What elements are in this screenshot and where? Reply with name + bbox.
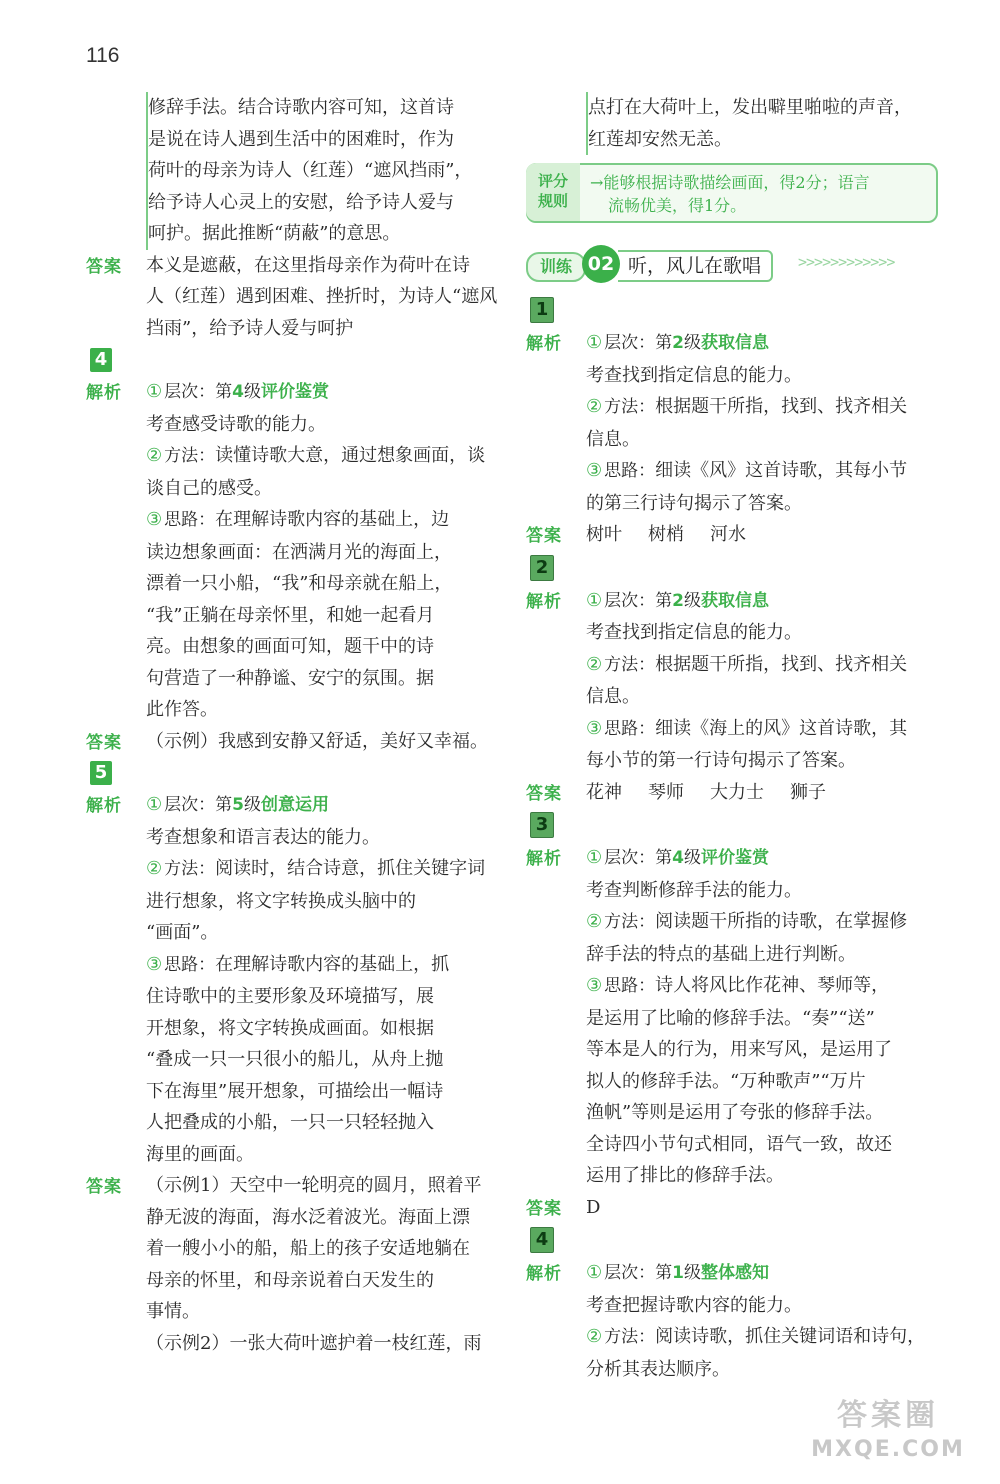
question-number: 2	[530, 555, 554, 581]
scoring-rules-box	[526, 163, 938, 223]
analysis-block	[86, 789, 498, 1170]
analysis-tag: 解析	[526, 849, 562, 869]
text-line: 此作答。	[146, 699, 218, 720]
text-line: 每小节的第一行诗句揭示了答案。	[586, 750, 856, 771]
text-line: 等本是人的行为，用来写风，是运用了	[586, 1039, 892, 1060]
text-line: 人（红莲）遇到困难、挫折时，为诗人“遮风	[146, 286, 498, 307]
answer-tag: 答案	[526, 526, 562, 546]
text-line: 给予诗人心灵上的安慰，给予诗人爱与	[148, 191, 454, 213]
watermark-text: 答案圈	[837, 1398, 939, 1433]
answer-block	[86, 726, 498, 758]
watermark-logo	[808, 1396, 968, 1476]
training-header	[526, 245, 938, 285]
answer-item: 树叶	[586, 524, 622, 545]
analysis-tag: 解析	[86, 796, 122, 816]
answer-block	[86, 250, 498, 345]
method-line: ② 方法：读懂诗歌大意，通过想象画面，谈	[146, 445, 486, 466]
answer-item: 狮子	[790, 781, 826, 803]
text-line: 考查找到指定信息的能力。	[586, 364, 802, 386]
text-line: 信息。	[586, 686, 640, 707]
text-line: （示例2）一张大荷叶遮护着一枝红莲，雨	[146, 1332, 482, 1354]
text-line: （示例1）天空中一轮明亮的圆月，照着平	[146, 1175, 482, 1196]
answer-tag: 答案	[86, 732, 122, 753]
method-line: ② 方法：根据题干所指，找到、找齐相关	[586, 396, 908, 417]
text-line: 漂着一只小船，“我”和母亲就在船上，	[146, 573, 453, 594]
watermark-url: MXQE.COM	[811, 1437, 965, 1462]
analysis-block	[526, 327, 938, 519]
analysis-tag: 解析	[526, 591, 562, 612]
text-line: 的第三行诗句揭示了答案。	[586, 492, 802, 514]
method-line: ② 方法：阅读诗歌，抓住关键词语和诗句，	[586, 1326, 926, 1347]
question-number: 4	[90, 348, 112, 372]
text-line: 事情。	[146, 1301, 200, 1322]
method-line: ② 方法：阅读时，结合诗意，抓住关键字词	[146, 858, 486, 879]
level-line: ① 层次：第2级获取信息	[586, 589, 769, 611]
idea-line: ③ 思路：细读《风》这首诗歌，其每小节	[586, 460, 908, 481]
text-line: 本义是遮蔽，在这里指母亲作为荷叶在诗	[146, 254, 470, 276]
answer-text: （示例）我感到安静又舒适，美好又幸福。	[146, 730, 488, 752]
method-line: ② 方法：根据题干所指，找到、找齐相关	[586, 653, 908, 675]
text-line: 辞手法的特点的基础上进行判断。	[586, 943, 856, 965]
text-line: 信息。	[586, 428, 640, 450]
text-line: 运用了排比的修辞手法。	[586, 1165, 784, 1186]
text-line: 下在海里”展开想象，可描绘出一幅诗	[146, 1080, 444, 1102]
idea-line: ③ 思路：诗人将风比作花神、琴师等，	[586, 975, 890, 996]
answer-block	[526, 519, 938, 551]
text-line: 读边想象画面：在洒满月光的海面上，	[146, 541, 452, 563]
text-line: 谈自己的感受。	[146, 477, 272, 499]
answer-item: 树梢	[648, 524, 684, 545]
training-label: 训练	[526, 252, 586, 282]
text-line: 人把叠成的小船，一只一只轻轻抛入	[146, 1112, 434, 1133]
level-line: ① 层次：第2级获取信息	[586, 332, 769, 353]
answer-item: 花神	[586, 781, 622, 803]
analysis-tag: 解析	[526, 334, 562, 354]
level-line: ① 层次：第5级创意运用	[146, 794, 329, 815]
text-line: 母亲的怀里，和母亲说着白天发生的	[146, 1269, 434, 1291]
answer-tag: 答案	[526, 1198, 562, 1219]
answer-item: 琴师	[648, 781, 684, 803]
continued-analysis	[146, 92, 498, 250]
question-number: 5	[90, 761, 112, 785]
text-line: 荷叶的母亲为诗人（红莲）“遮风挡雨”，	[148, 160, 473, 181]
text-line: 静无波的海面，海水泛着波光。海面上漂	[146, 1206, 470, 1228]
text-line: 分析其表达顺序。	[586, 1358, 730, 1380]
answer-item: 大力士	[710, 781, 764, 803]
answer-block	[526, 1192, 938, 1224]
text-line: 考查找到指定信息的能力。	[586, 622, 802, 643]
idea-line: ③ 思路：细读《海上的风》这首诗歌，其	[586, 717, 908, 739]
continued-answer	[586, 92, 938, 155]
left-column	[86, 92, 498, 1359]
analysis-block	[86, 376, 498, 726]
text-line: “我”正躺在母亲怀里，和她一起看月	[146, 604, 435, 626]
text-line: 全诗四小节句式相同，语气一致，故还	[586, 1133, 892, 1155]
analysis-tag: 解析	[526, 1264, 562, 1284]
text-line: 修辞手法。结合诗歌内容可知，这首诗	[148, 97, 454, 118]
text-line: 点打在大荷叶上，发出噼里啪啦的声音，	[588, 97, 912, 118]
page-number: 116	[86, 44, 120, 67]
answer-block	[526, 777, 938, 809]
text-line: 考查把握诗歌内容的能力。	[586, 1294, 802, 1316]
right-column	[526, 92, 938, 1385]
text-line: 考查感受诗歌的能力。	[146, 413, 326, 435]
arrows-decoration: >>>>>>>>>>>>	[798, 253, 895, 271]
text-line: 呵护。据此推断“荫蔽”的意思。	[148, 223, 401, 244]
text-line: 是运用了比喻的修辞手法。“奏”“送”	[586, 1007, 875, 1029]
method-line: ② 方法：阅读题干所指的诗歌，在掌握修	[586, 911, 908, 932]
text-line: 是说在诗人遇到生活中的困难时，作为	[148, 128, 454, 150]
training-title: 听，风儿在歌唱	[618, 250, 773, 282]
analysis-block	[526, 585, 938, 777]
level-line: ① 层次：第1级整体感知	[586, 1262, 769, 1283]
answer-tag: 答案	[86, 1177, 122, 1197]
text-line: 流畅优美，得1分。	[608, 196, 747, 215]
idea-line: ③ 思路：在理解诗歌内容的基础上，边	[146, 509, 450, 530]
answer-text: D	[586, 1196, 601, 1218]
text-line: 海里的画面。	[146, 1143, 254, 1165]
text-line: 考查判断修辞手法的能力。	[586, 879, 802, 901]
answer-item: 河水	[710, 524, 746, 545]
text-line: 亮。由想象的画面可知，题干中的诗	[146, 636, 434, 657]
question-number: 3	[530, 812, 554, 838]
level-line: ① 层次：第4级评价鉴赏	[586, 847, 769, 868]
text-line: 考查想象和语言表达的能力。	[146, 826, 380, 848]
text-line: 红莲却安然无恙。	[588, 128, 732, 150]
text-line: 句营造了一种静谧、安宁的氛围。据	[146, 667, 434, 689]
text-line: 开想象，将文字转换成画面。如根据	[146, 1017, 434, 1039]
analysis-block	[526, 842, 938, 1192]
text-line: →能够根据诗歌描绘画面，得2分；语言	[590, 173, 870, 192]
idea-line: ③ 思路：在理解诗歌内容的基础上，抓	[146, 953, 450, 975]
text-line: 进行想象，将文字转换成头脑中的	[146, 890, 416, 912]
level-line: ① 层次：第4级评价鉴赏	[146, 381, 329, 402]
text-line: “画面”。	[146, 922, 219, 943]
analysis-tag: 解析	[86, 383, 122, 403]
question-number: 1	[530, 297, 554, 323]
training-number: 02	[582, 245, 620, 283]
text-line: 住诗歌中的主要形象及环境描写，展	[146, 986, 434, 1007]
answer-tag: 答案	[86, 256, 122, 277]
text-line: 拟人的修辞手法。“万种歌声”“万片	[586, 1070, 866, 1092]
answer-block	[86, 1170, 498, 1359]
text-line: 挡雨”，给予诗人爱与呵护	[146, 317, 354, 339]
analysis-block	[526, 1257, 938, 1385]
text-line: “叠成一只一只很小的船儿，从舟上抛	[146, 1049, 444, 1070]
scoring-rules-tag: 评分 规则	[526, 163, 580, 221]
text-line: 渔帆”等则是运用了夸张的修辞手法。	[586, 1102, 884, 1123]
question-number: 4	[530, 1227, 554, 1253]
text-line: 着一艘小小的船，船上的孩子安适地躺在	[146, 1238, 470, 1259]
answer-tag: 答案	[526, 783, 562, 804]
